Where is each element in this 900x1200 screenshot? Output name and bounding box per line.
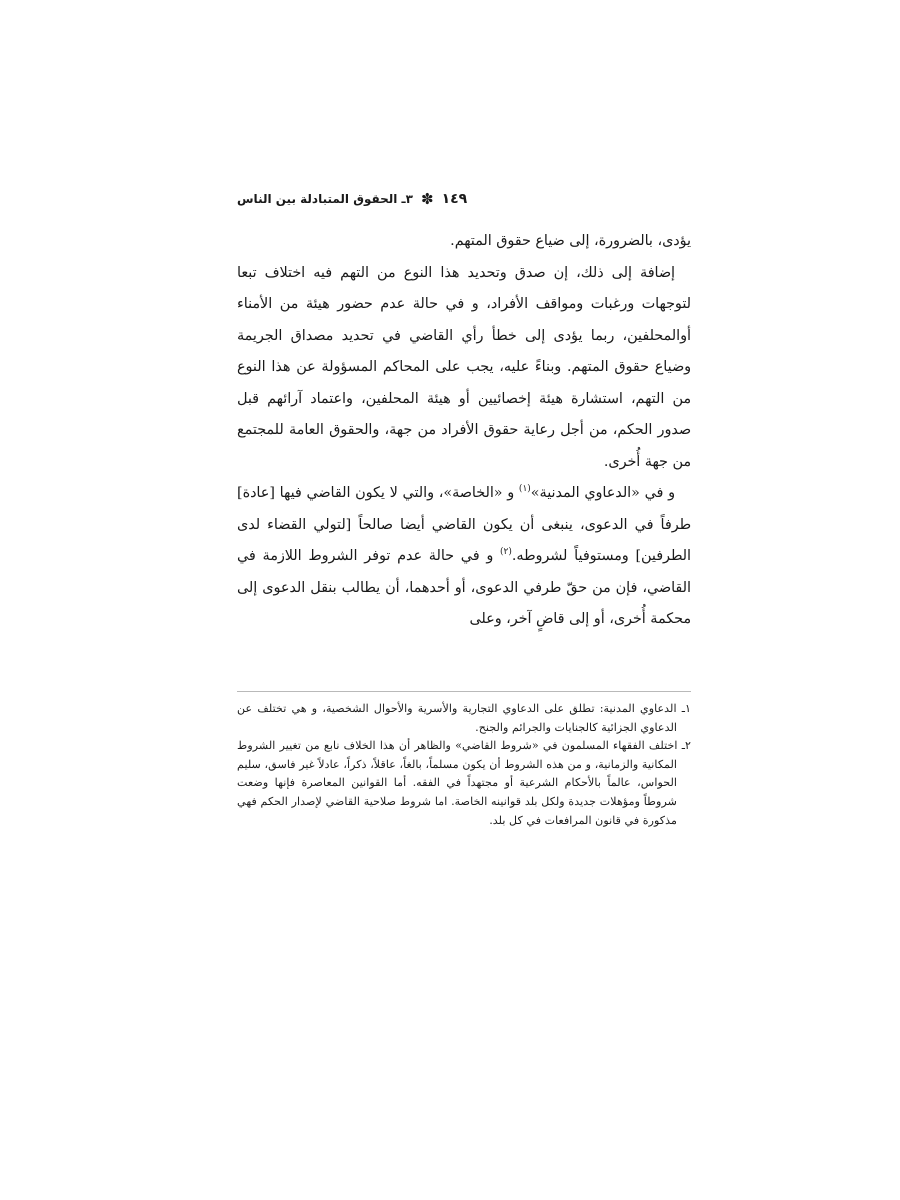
footnote-2: ٢ـ اختلف الفقهاء المسلمون في «شروط القاضي» والظاهر أن هذا الخلاف نابع من تغيير الشروط المكانية والزمانية، و من هذه الشروط أن يكون مسلماً، بالغاً، عاقلاً، ذكراً، عادلاً غير فاسق، سليم الحواس، عالماً بالأحكام الشرعية أو مجتهداً في الفقه. أما القوانين المعاصرة فإنها وضعت شروطاً ومؤهلات جديدة ولكل بلد قوانينه الخاصة. اما شروط صلاحية القاضي لإصدار الحكم فهي مذكورة في قانون المرافعات في كل بلد. [237, 739, 691, 827]
running-header [237, 186, 691, 212]
paragraph-3-part-3: و في حالة عدم توفر الشروط اللازمة في القاضي، فإن من حقّ طرفي الدعوى، أو أحدهما، أن يطالب بنقل الدعوى إلى محكمة أُخرى، أو إلى قاضٍ آخر، وعلى [237, 548, 691, 627]
paragraph-3-part-1: و في «الدعاوي المدنية» [530, 485, 676, 501]
footnotes [237, 700, 691, 830]
paragraph-3-part-2: و «الخاصة»، والتي لا يكون القاضي فيها [عادة] طرفاً في الدعوى، ينبغى أن يكون القاضي أيضا صالحاً [لتولي القضاء لدى الطرفين] ومستوفياً لشروطه. [237, 485, 691, 564]
chapter-title: ٣ـ الحقوق المتبادلة بين الناس [237, 192, 413, 206]
page-number: ١٤٩ [441, 191, 468, 207]
flower-ornament-icon: ✽ [421, 189, 434, 208]
footnote-ref-2: (٢) [500, 547, 512, 558]
footnote-divider [237, 691, 691, 692]
main-text [237, 226, 691, 636]
book-page [237, 178, 691, 827]
footnote-1: ١ـ الدعاوي المدنية: تطلق على الدعاوي التجارية والأسرية والأحوال الشخصية، و هي تختلف عن الدعاوي الجزائية كالجنايات والجرائم والجنح. [237, 702, 691, 734]
paragraph-3 [237, 478, 691, 636]
paragraph-1: يؤدى، بالضرورة، إلى ضياع حقوق المتهم. [450, 233, 691, 249]
footnote-ref-1: (١) [518, 484, 531, 495]
paragraph-2: إضافة إلى ذلك، إن صدق وتحديد هذا النوع من التهم فيه اختلاف تبعا لتوجهات ورغبات ومواقف الأفراد، و في حالة عدم حضور هيئة من الأمناء أوالمحلفين، ربما يؤدى إلى خطأ رأي القاضي في تحديد مصداق الجريمة وضياع حقوق المتهم. وبناءً عليه، يجب على المحاكم المسؤولة عن هذا النوع من التهم، استشارة هيئة إخصائيين أو هيئة المحلفين، واعتماد آرائهم قبل صدور الحكم، من أجل رعاية حقوق الأفراد من جهة، والحقوق العامة للمجتمع من جهة أُخرى. [237, 264, 691, 470]
